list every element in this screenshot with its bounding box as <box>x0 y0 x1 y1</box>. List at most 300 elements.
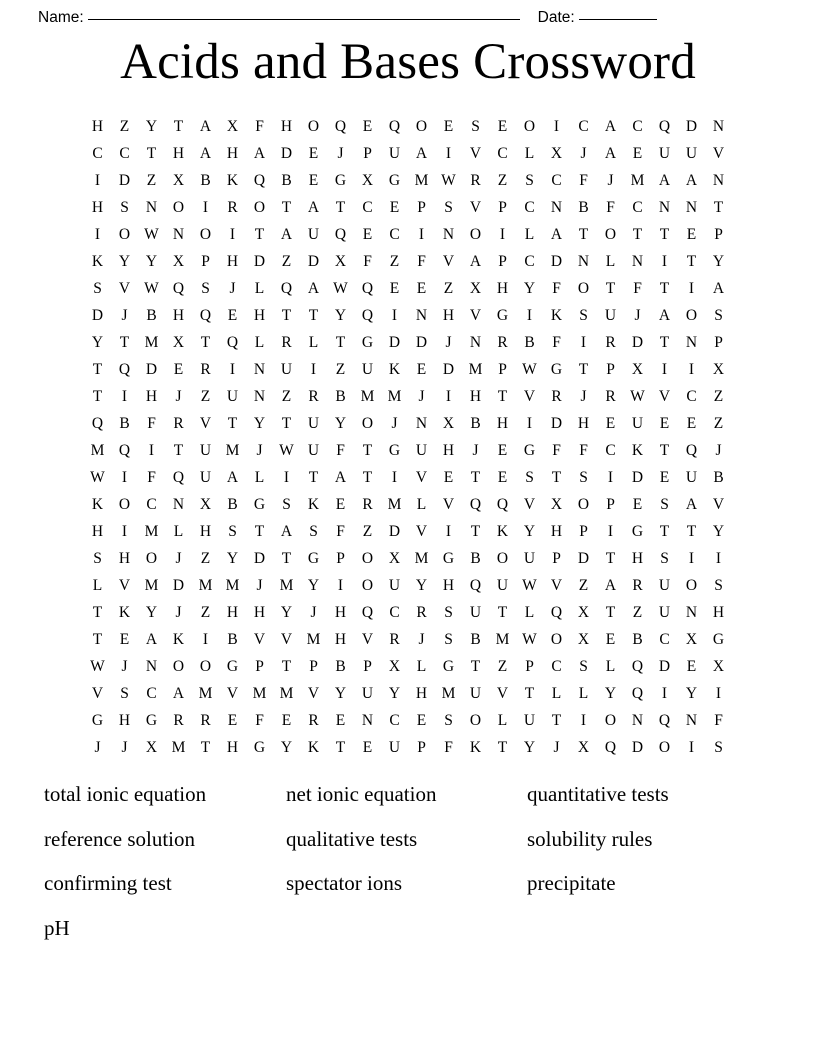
grid-cell[interactable]: W <box>144 280 159 297</box>
grid-cell[interactable]: W <box>90 658 105 675</box>
grid-cell[interactable]: Z <box>200 550 211 567</box>
grid-cell[interactable]: N <box>253 361 266 378</box>
grid-cell[interactable]: Y <box>145 118 158 135</box>
grid-cell[interactable]: F <box>147 415 156 432</box>
grid-cell[interactable]: U <box>388 739 401 756</box>
grid-cell[interactable]: O <box>496 550 509 567</box>
grid-cell[interactable]: D <box>577 550 590 567</box>
grid-cell[interactable]: A <box>199 145 212 162</box>
grid-cell[interactable]: N <box>685 712 698 729</box>
grid-cell[interactable]: Y <box>334 307 347 324</box>
grid-cell[interactable]: H <box>334 631 347 648</box>
grid-cell[interactable]: E <box>686 226 697 243</box>
grid-cell[interactable]: I <box>229 361 236 378</box>
grid-cell[interactable]: Q <box>658 712 671 729</box>
grid-cell[interactable]: I <box>607 469 614 486</box>
grid-cell[interactable]: V <box>118 577 131 594</box>
grid-cell[interactable]: V <box>658 388 671 405</box>
grid-cell[interactable]: D <box>685 118 698 135</box>
grid-cell[interactable]: U <box>307 442 320 459</box>
grid-cell[interactable]: B <box>119 415 130 432</box>
grid-cell[interactable]: S <box>525 469 534 486</box>
grid-cell[interactable]: L <box>524 604 535 621</box>
grid-cell[interactable]: E <box>443 469 454 486</box>
grid-cell[interactable]: J <box>256 442 263 459</box>
grid-cell[interactable]: X <box>145 739 158 756</box>
grid-cell[interactable]: M <box>414 172 429 189</box>
grid-cell[interactable]: N <box>712 118 725 135</box>
grid-cell[interactable]: E <box>686 415 697 432</box>
grid-cell[interactable]: R <box>227 199 238 216</box>
grid-cell[interactable]: Q <box>172 280 185 297</box>
grid-cell[interactable]: J <box>580 388 587 405</box>
grid-cell[interactable]: Q <box>118 442 131 459</box>
grid-cell[interactable]: A <box>280 226 293 243</box>
grid-cell[interactable]: D <box>388 523 401 540</box>
grid-cell[interactable]: Q <box>550 604 563 621</box>
grid-cell[interactable]: I <box>688 280 695 297</box>
grid-cell[interactable]: T <box>470 469 481 486</box>
grid-cell[interactable]: A <box>550 226 563 243</box>
grid-cell[interactable]: C <box>605 442 616 459</box>
grid-cell[interactable]: V <box>469 145 482 162</box>
grid-cell[interactable]: E <box>659 469 670 486</box>
grid-cell[interactable]: R <box>470 172 481 189</box>
word-list-item[interactable]: net ionic equation <box>286 782 437 806</box>
grid-cell[interactable]: Y <box>712 523 725 540</box>
grid-cell[interactable]: N <box>577 253 590 270</box>
grid-cell[interactable]: P <box>606 361 615 378</box>
grid-cell[interactable]: D <box>145 361 158 378</box>
grid-cell[interactable]: M <box>387 496 402 513</box>
grid-cell[interactable]: T <box>173 442 184 459</box>
grid-cell[interactable]: M <box>144 334 159 351</box>
grid-cell[interactable]: T <box>335 739 346 756</box>
grid-cell[interactable]: H <box>469 388 482 405</box>
grid-cell[interactable]: H <box>415 685 428 702</box>
grid-cell[interactable]: S <box>714 739 723 756</box>
grid-cell[interactable]: A <box>253 145 266 162</box>
grid-cell[interactable]: D <box>253 550 266 567</box>
grid-cell[interactable]: R <box>173 712 184 729</box>
grid-cell[interactable]: B <box>281 172 292 189</box>
grid-cell[interactable]: Z <box>200 388 211 405</box>
grid-cell[interactable]: G <box>442 658 455 675</box>
grid-cell[interactable]: W <box>144 226 159 243</box>
grid-cell[interactable]: L <box>524 145 535 162</box>
grid-cell[interactable]: T <box>605 280 616 297</box>
grid-cell[interactable]: D <box>415 334 428 351</box>
grid-cell[interactable]: M <box>144 577 159 594</box>
grid-cell[interactable]: R <box>200 712 211 729</box>
grid-cell[interactable]: T <box>146 145 157 162</box>
word-list-item[interactable]: confirming test <box>44 871 172 895</box>
grid-cell[interactable]: V <box>91 685 104 702</box>
grid-cell[interactable]: H <box>226 253 239 270</box>
grid-cell[interactable]: E <box>686 658 697 675</box>
grid-cell[interactable]: S <box>228 523 237 540</box>
grid-cell[interactable]: T <box>92 604 103 621</box>
grid-cell[interactable]: R <box>389 631 400 648</box>
grid-cell[interactable]: O <box>145 550 158 567</box>
grid-cell[interactable]: M <box>360 388 375 405</box>
grid-cell[interactable]: G <box>523 442 536 459</box>
grid-cell[interactable]: B <box>335 658 346 675</box>
grid-cell[interactable]: E <box>335 712 346 729</box>
grid-cell[interactable]: E <box>605 631 616 648</box>
grid-cell[interactable]: O <box>118 496 131 513</box>
grid-cell[interactable]: A <box>199 118 212 135</box>
grid-cell[interactable]: C <box>92 145 103 162</box>
grid-cell[interactable]: O <box>469 712 482 729</box>
grid-cell[interactable]: A <box>415 145 428 162</box>
grid-cell[interactable]: S <box>444 604 453 621</box>
grid-cell[interactable]: U <box>523 550 536 567</box>
grid-cell[interactable]: P <box>417 199 426 216</box>
grid-cell[interactable]: A <box>307 199 320 216</box>
grid-cell[interactable]: T <box>308 307 319 324</box>
grid-cell[interactable]: C <box>632 118 643 135</box>
word-list-item[interactable]: solubility rules <box>527 826 653 851</box>
grid-cell[interactable]: Y <box>226 550 239 567</box>
grid-cell[interactable]: I <box>445 145 452 162</box>
grid-cell[interactable]: V <box>199 415 212 432</box>
grid-cell[interactable]: V <box>280 631 293 648</box>
grid-cell[interactable]: A <box>685 172 698 189</box>
grid-cell[interactable]: G <box>226 658 239 675</box>
grid-cell[interactable]: Q <box>334 118 347 135</box>
grid-cell[interactable]: T <box>281 415 292 432</box>
grid-cell[interactable]: E <box>497 118 508 135</box>
grid-cell[interactable]: C <box>524 253 535 270</box>
grid-cell[interactable]: X <box>577 739 590 756</box>
grid-cell[interactable]: W <box>90 469 105 486</box>
grid-cell[interactable]: B <box>146 307 157 324</box>
grid-cell[interactable]: C <box>551 658 562 675</box>
grid-cell[interactable]: T <box>200 334 211 351</box>
grid-cell[interactable]: P <box>336 550 345 567</box>
grid-cell[interactable]: X <box>334 253 347 270</box>
grid-cell[interactable]: Y <box>307 577 320 594</box>
grid-cell[interactable]: I <box>121 523 128 540</box>
grid-cell[interactable]: I <box>445 523 452 540</box>
grid-cell[interactable]: X <box>199 496 212 513</box>
grid-cell[interactable]: Q <box>658 118 671 135</box>
grid-cell[interactable]: E <box>308 172 319 189</box>
grid-cell[interactable]: M <box>90 442 105 459</box>
grid-cell[interactable]: V <box>118 280 131 297</box>
grid-cell[interactable]: S <box>201 280 210 297</box>
grid-cell[interactable]: T <box>578 226 589 243</box>
grid-cell[interactable]: H <box>496 415 509 432</box>
word-list-item[interactable]: precipitate <box>527 871 616 895</box>
grid-cell[interactable]: N <box>658 199 671 216</box>
grid-cell[interactable]: Y <box>523 739 536 756</box>
grid-cell[interactable]: Y <box>91 334 104 351</box>
grid-cell[interactable]: Q <box>253 172 266 189</box>
grid-cell[interactable]: T <box>659 442 670 459</box>
grid-cell[interactable]: M <box>279 685 294 702</box>
grid-cell[interactable]: J <box>229 280 236 297</box>
grid-cell[interactable]: N <box>361 712 374 729</box>
grid-cell[interactable]: J <box>256 577 263 594</box>
grid-cell[interactable]: E <box>173 361 184 378</box>
grid-cell[interactable]: F <box>255 118 264 135</box>
grid-cell[interactable]: I <box>391 469 398 486</box>
grid-cell[interactable]: V <box>442 253 455 270</box>
grid-cell[interactable]: M <box>441 685 456 702</box>
grid-cell[interactable]: C <box>497 145 508 162</box>
grid-cell[interactable]: T <box>362 442 373 459</box>
grid-cell[interactable]: E <box>416 280 427 297</box>
grid-cell[interactable]: T <box>551 712 562 729</box>
grid-cell[interactable]: V <box>469 199 482 216</box>
grid-cell[interactable]: Z <box>713 388 724 405</box>
grid-cell[interactable]: O <box>658 739 671 756</box>
grid-cell[interactable]: X <box>550 145 563 162</box>
grid-cell[interactable]: G <box>631 523 644 540</box>
grid-cell[interactable]: B <box>227 631 238 648</box>
grid-cell[interactable]: P <box>552 550 561 567</box>
grid-cell[interactable]: S <box>714 307 723 324</box>
grid-cell[interactable]: X <box>172 334 185 351</box>
grid-cell[interactable]: Q <box>361 604 374 621</box>
grid-cell[interactable]: O <box>361 415 374 432</box>
grid-cell[interactable]: T <box>686 523 697 540</box>
word-list-item[interactable]: quantitative tests <box>527 782 669 806</box>
grid-cell[interactable]: I <box>121 469 128 486</box>
grid-cell[interactable]: E <box>389 280 400 297</box>
grid-cell[interactable]: J <box>175 388 182 405</box>
grid-cell[interactable]: S <box>471 118 480 135</box>
grid-cell[interactable]: I <box>688 361 695 378</box>
grid-cell[interactable]: H <box>577 415 590 432</box>
grid-cell[interactable]: T <box>686 253 697 270</box>
grid-cell[interactable]: H <box>172 307 185 324</box>
grid-cell[interactable]: U <box>685 145 698 162</box>
grid-cell[interactable]: K <box>469 739 482 756</box>
grid-cell[interactable]: X <box>712 658 725 675</box>
grid-cell[interactable]: U <box>388 145 401 162</box>
grid-cell[interactable]: I <box>148 442 155 459</box>
grid-cell[interactable]: H <box>334 604 347 621</box>
grid-cell[interactable]: T <box>659 523 670 540</box>
grid-cell[interactable]: Q <box>361 280 374 297</box>
grid-cell[interactable]: N <box>469 334 482 351</box>
grid-cell[interactable]: Q <box>361 307 374 324</box>
grid-cell[interactable]: V <box>469 307 482 324</box>
grid-cell[interactable]: G <box>253 496 266 513</box>
grid-cell[interactable]: V <box>226 685 239 702</box>
grid-cell[interactable]: G <box>361 334 374 351</box>
grid-cell[interactable]: E <box>227 712 238 729</box>
grid-cell[interactable]: F <box>417 253 426 270</box>
grid-cell[interactable]: S <box>444 631 453 648</box>
grid-cell[interactable]: D <box>307 253 320 270</box>
grid-cell[interactable]: I <box>715 550 722 567</box>
grid-cell[interactable]: M <box>495 631 510 648</box>
grid-cell[interactable]: K <box>307 739 320 756</box>
grid-cell[interactable]: E <box>335 496 346 513</box>
grid-cell[interactable]: D <box>118 172 131 189</box>
grid-cell[interactable]: A <box>280 523 293 540</box>
grid-cell[interactable]: T <box>605 604 616 621</box>
grid-cell[interactable]: C <box>389 712 400 729</box>
grid-cell[interactable]: T <box>497 388 508 405</box>
grid-cell[interactable]: R <box>632 577 643 594</box>
grid-cell[interactable]: M <box>225 442 240 459</box>
grid-cell[interactable]: Q <box>631 685 644 702</box>
word-list-item[interactable]: spectator ions <box>286 871 403 895</box>
grid-cell[interactable]: U <box>199 469 212 486</box>
grid-cell[interactable]: P <box>525 658 534 675</box>
grid-cell[interactable]: T <box>497 739 508 756</box>
grid-cell[interactable]: T <box>200 739 211 756</box>
grid-cell[interactable]: T <box>254 226 265 243</box>
grid-cell[interactable]: E <box>443 118 454 135</box>
grid-cell[interactable]: T <box>470 658 481 675</box>
grid-cell[interactable]: Y <box>334 685 347 702</box>
name-write-line[interactable] <box>88 19 520 20</box>
grid-cell[interactable]: X <box>577 604 590 621</box>
grid-cell[interactable]: D <box>442 361 455 378</box>
grid-cell[interactable]: B <box>227 496 238 513</box>
grid-cell[interactable]: T <box>470 523 481 540</box>
grid-cell[interactable]: R <box>308 712 319 729</box>
grid-cell[interactable]: L <box>578 685 589 702</box>
grid-cell[interactable]: I <box>553 118 560 135</box>
grid-cell[interactable]: Y <box>685 685 698 702</box>
grid-cell[interactable]: J <box>337 145 344 162</box>
grid-cell[interactable]: S <box>309 523 318 540</box>
grid-cell[interactable]: H <box>550 523 563 540</box>
grid-cell[interactable]: V <box>415 469 428 486</box>
grid-cell[interactable]: C <box>524 199 535 216</box>
grid-cell[interactable]: T <box>308 469 319 486</box>
grid-cell[interactable]: G <box>496 307 509 324</box>
grid-cell[interactable]: T <box>254 523 265 540</box>
grid-cell[interactable]: I <box>391 307 398 324</box>
grid-cell[interactable]: X <box>712 361 725 378</box>
grid-cell[interactable]: F <box>552 280 561 297</box>
grid-cell[interactable]: A <box>658 307 671 324</box>
grid-cell[interactable]: V <box>712 145 725 162</box>
grid-cell[interactable]: M <box>252 685 267 702</box>
grid-cell[interactable]: N <box>172 496 185 513</box>
word-list-item[interactable]: reference solution <box>44 826 196 851</box>
grid-cell[interactable]: L <box>524 226 535 243</box>
grid-cell[interactable]: R <box>173 415 184 432</box>
grid-cell[interactable]: E <box>362 226 373 243</box>
grid-cell[interactable]: Z <box>578 577 589 594</box>
grid-cell[interactable]: N <box>253 388 266 405</box>
grid-cell[interactable]: I <box>688 739 695 756</box>
grid-cell[interactable]: D <box>172 577 185 594</box>
grid-cell[interactable]: T <box>92 631 103 648</box>
grid-cell[interactable]: X <box>550 496 563 513</box>
grid-cell[interactable]: H <box>118 712 131 729</box>
grid-cell[interactable]: V <box>415 523 428 540</box>
grid-cell[interactable]: I <box>202 631 209 648</box>
grid-cell[interactable]: Y <box>145 253 158 270</box>
grid-cell[interactable]: U <box>523 712 536 729</box>
grid-cell[interactable]: S <box>120 199 129 216</box>
grid-cell[interactable]: N <box>172 226 185 243</box>
grid-cell[interactable]: E <box>416 712 427 729</box>
grid-cell[interactable]: Y <box>334 415 347 432</box>
grid-cell[interactable]: H <box>226 604 239 621</box>
grid-cell[interactable]: S <box>444 199 453 216</box>
grid-cell[interactable]: H <box>226 739 239 756</box>
grid-cell[interactable]: Z <box>200 604 211 621</box>
grid-cell[interactable]: G <box>388 172 401 189</box>
grid-cell[interactable]: G <box>334 172 347 189</box>
grid-cell[interactable]: I <box>580 712 587 729</box>
grid-cell[interactable]: I <box>445 388 452 405</box>
grid-cell[interactable]: R <box>416 604 427 621</box>
grid-cell[interactable]: Y <box>280 604 293 621</box>
grid-cell[interactable]: T <box>605 550 616 567</box>
grid-cell[interactable]: B <box>335 388 346 405</box>
grid-cell[interactable]: Q <box>226 334 239 351</box>
grid-cell[interactable]: A <box>469 253 482 270</box>
grid-cell[interactable]: E <box>605 415 616 432</box>
grid-cell[interactable]: B <box>470 550 481 567</box>
grid-cell[interactable]: L <box>605 253 616 270</box>
grid-cell[interactable]: O <box>361 550 374 567</box>
grid-cell[interactable]: T <box>497 604 508 621</box>
grid-cell[interactable]: U <box>658 145 671 162</box>
grid-cell[interactable]: N <box>145 658 158 675</box>
grid-cell[interactable]: P <box>309 658 318 675</box>
word-list-item[interactable]: qualitative tests <box>286 826 418 851</box>
grid-cell[interactable]: J <box>715 442 722 459</box>
grid-cell[interactable]: Y <box>253 415 266 432</box>
grid-cell[interactable]: J <box>634 307 641 324</box>
grid-cell[interactable]: T <box>281 658 292 675</box>
grid-cell[interactable]: C <box>632 199 643 216</box>
grid-cell[interactable]: C <box>146 685 157 702</box>
grid-cell[interactable]: Z <box>281 253 292 270</box>
grid-cell[interactable]: O <box>550 631 563 648</box>
grid-cell[interactable]: J <box>418 388 425 405</box>
grid-cell[interactable]: I <box>688 550 695 567</box>
grid-cell[interactable]: B <box>632 631 643 648</box>
grid-cell[interactable]: T <box>659 280 670 297</box>
grid-cell[interactable]: H <box>91 199 104 216</box>
grid-cell[interactable]: X <box>442 415 455 432</box>
grid-cell[interactable]: O <box>469 226 482 243</box>
grid-cell[interactable]: E <box>632 145 643 162</box>
grid-cell[interactable]: F <box>606 199 615 216</box>
grid-cell[interactable]: I <box>499 226 506 243</box>
grid-cell[interactable]: B <box>470 631 481 648</box>
grid-cell[interactable]: E <box>497 469 508 486</box>
grid-cell[interactable]: R <box>551 388 562 405</box>
grid-cell[interactable]: E <box>389 199 400 216</box>
grid-cell[interactable]: H <box>253 604 266 621</box>
grid-cell[interactable]: Y <box>523 523 536 540</box>
grid-cell[interactable]: R <box>497 334 508 351</box>
grid-cell[interactable]: F <box>336 523 345 540</box>
grid-cell[interactable]: S <box>120 685 129 702</box>
grid-cell[interactable]: P <box>363 658 372 675</box>
grid-cell[interactable]: I <box>202 199 209 216</box>
grid-cell[interactable]: H <box>91 523 104 540</box>
grid-cell[interactable]: X <box>469 280 482 297</box>
grid-cell[interactable]: F <box>444 739 453 756</box>
grid-cell[interactable]: S <box>282 496 291 513</box>
